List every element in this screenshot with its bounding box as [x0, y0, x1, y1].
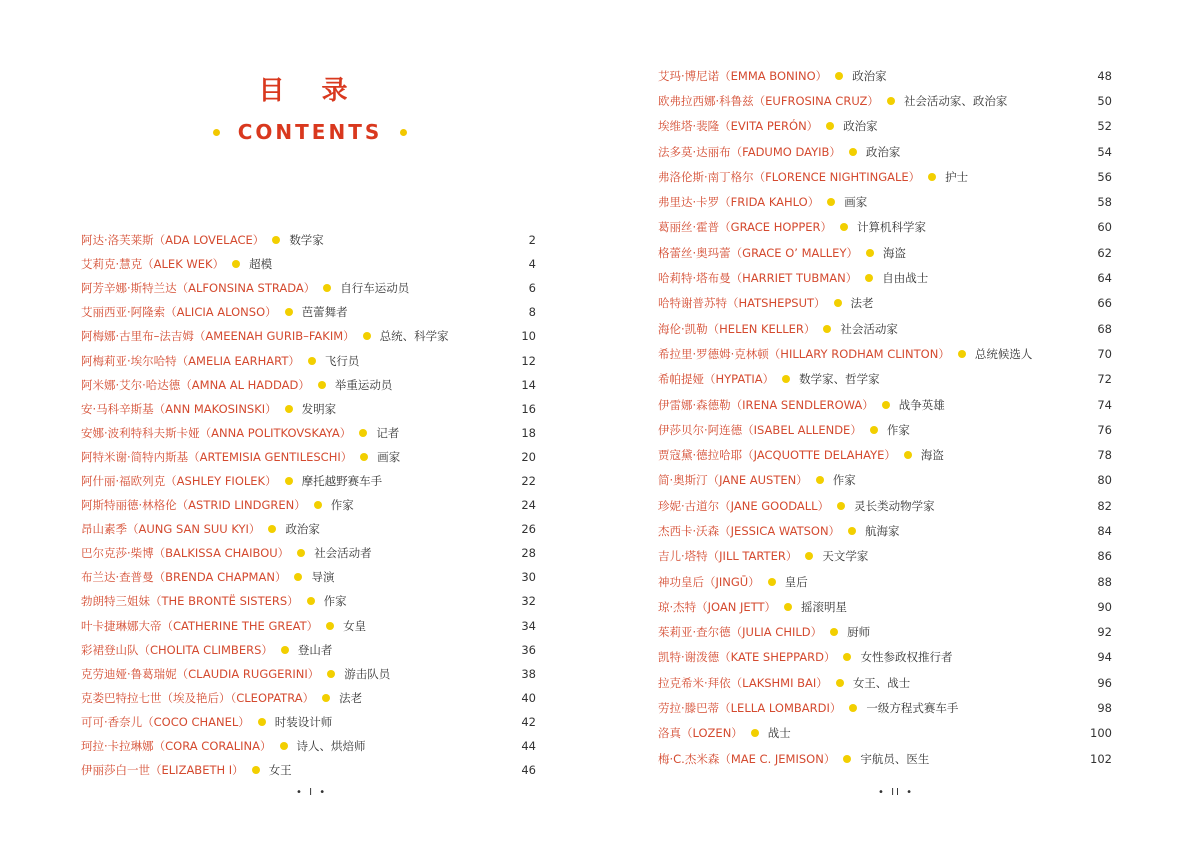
entry-page-number: 16: [521, 401, 536, 416]
toc-entry[interactable]: [658, 139, 1112, 164]
toc-entry[interactable]: [658, 544, 1112, 569]
entry-role: 数学家: [289, 233, 324, 248]
toc-entry[interactable]: [81, 638, 536, 662]
entry-page-number: 60: [1097, 220, 1112, 235]
entry-role: 超模: [249, 257, 273, 272]
entry-page-number: 38: [521, 666, 536, 681]
bullet-dot-icon: [272, 236, 280, 244]
entry-name: 阿芳辛娜·斯特兰达（ALFONSINA STRADA）: [81, 281, 316, 296]
entry-page-number: 52: [1097, 119, 1112, 134]
folio-left: • I •: [296, 787, 328, 798]
entry-role: 法老: [850, 296, 874, 311]
bullet-dot-icon: [830, 628, 838, 636]
toc-list-right: [658, 63, 1112, 771]
bullet-dot-icon: [322, 694, 330, 702]
bullet-dot-icon: [837, 502, 845, 510]
entry-role: 作家: [323, 594, 347, 609]
entry-name: 珂拉·卡拉琳娜（CORA CORALINA）: [81, 739, 272, 754]
bullet-dot-icon: [751, 729, 759, 737]
entry-name: 凯特·谢泼德（KATE SHEPPARD）: [658, 650, 836, 665]
entry-page-number: 72: [1097, 372, 1112, 387]
bullet-dot-icon: [252, 766, 260, 774]
entry-name: 伊莎贝尔·阿连德（ISABEL ALLENDE）: [658, 422, 862, 437]
entry-page-number: 62: [1097, 245, 1112, 260]
toc-entry[interactable]: [81, 300, 536, 324]
bullet-dot-icon: [865, 274, 873, 282]
bullet-dot-icon: [870, 426, 878, 434]
bullet-dot-icon: [849, 704, 857, 712]
entry-role: 登山者: [297, 642, 333, 657]
entry-role: 宇航员、医生: [860, 751, 930, 766]
toc-entry[interactable]: [658, 316, 1112, 341]
toc-entry[interactable]: [658, 392, 1112, 417]
entry-role: 天文学家: [822, 549, 869, 564]
toc-entry[interactable]: [81, 228, 536, 252]
entry-role: 社会活动家、政治家: [903, 93, 1008, 108]
toc-entry[interactable]: [658, 620, 1112, 645]
entry-page-number: 20: [521, 449, 536, 464]
entry-page-number: 64: [1097, 271, 1112, 286]
entry-page-number: 48: [1097, 68, 1112, 83]
entry-name: 茱莉亚·查尔德（JULIA CHILD）: [658, 625, 823, 640]
page-title-en: CONTENTS: [237, 120, 383, 144]
toc-entry[interactable]: [81, 397, 536, 421]
bullet-dot-icon: [280, 742, 288, 750]
entry-name: 法多莫·达丽布（FADUMO DAYIB）: [658, 144, 841, 159]
entry-role: 导演: [311, 570, 335, 585]
entry-name: 弗洛伦斯·南丁格尔（FLORENCE NIGHTINGALE）: [658, 169, 921, 184]
entry-role: 摩托越野赛车手: [301, 473, 383, 488]
entry-role: 海盗: [920, 448, 944, 463]
entry-page-number: 94: [1097, 650, 1112, 665]
entry-page-number: 34: [521, 618, 536, 633]
entry-role: 芭蕾舞者: [301, 305, 348, 320]
entry-page-number: 100: [1090, 726, 1112, 741]
entry-page-number: 58: [1097, 195, 1112, 210]
toc-entry[interactable]: [81, 252, 536, 276]
toc-entry[interactable]: [81, 541, 536, 565]
entry-role: 数学家、哲学家: [799, 372, 880, 387]
entry-page-number: 50: [1097, 93, 1112, 108]
entry-page-number: 6: [528, 281, 536, 296]
toc-entry[interactable]: [81, 758, 536, 782]
entry-role: 政治家: [285, 522, 320, 537]
entry-role: 记者: [376, 425, 400, 440]
bullet-dot-icon: [327, 670, 335, 678]
entry-role: 社会活动者: [314, 546, 372, 561]
entry-name: 希拉里·罗德姆·克林顿（HILLARY RODHAM CLINTON）: [658, 346, 950, 361]
entry-name: 勃朗特三姐妹（THE BRONTË SISTERS）: [81, 594, 299, 609]
entry-page-number: 86: [1097, 549, 1112, 564]
entry-name: 伊丽莎白一世（ELIZABETH I）: [81, 763, 244, 778]
toc-entry[interactable]: [658, 291, 1112, 316]
entry-role: 自行车运动员: [340, 281, 410, 296]
bullet-dot-icon: [268, 525, 276, 533]
entry-name: 葛丽丝·霍普（GRACE HOPPER）: [658, 220, 833, 235]
entry-role: 政治家: [843, 119, 878, 134]
entry-role: 诗人、烘焙师: [296, 739, 366, 754]
entry-name: 神功皇后（JINGŪ）: [658, 574, 760, 589]
entry-page-number: 10: [521, 329, 536, 344]
toc-entry[interactable]: [658, 164, 1112, 189]
entry-role: 摇滚明星: [801, 599, 848, 614]
entry-page-number: 70: [1097, 346, 1112, 361]
bullet-dot-icon: [843, 755, 851, 763]
entry-role: 海盗: [882, 245, 906, 260]
toc-entry[interactable]: [81, 276, 536, 300]
toc-entry[interactable]: [658, 493, 1112, 518]
entry-name: 阿特米谢·简特内斯基（ARTEMISIA GENTILESCHI）: [81, 449, 353, 464]
toc-entry[interactable]: [658, 215, 1112, 240]
bullet-dot-icon: [784, 603, 792, 611]
bullet-dot-icon: [848, 527, 856, 535]
entry-role: 法老: [339, 690, 363, 705]
bullet-dot-icon: [958, 350, 966, 358]
entry-page-number: 22: [521, 473, 536, 488]
bullet-dot-icon: [816, 476, 824, 484]
entry-name: 哈莉特·塔布曼（HARRIET TUBMAN）: [658, 271, 858, 286]
entry-page-number: 54: [1097, 144, 1112, 159]
entry-role: 护士: [945, 169, 969, 184]
right-page: [600, 0, 1200, 851]
bullet-dot-icon: [768, 578, 776, 586]
toc-entry[interactable]: [81, 589, 536, 613]
bullet-dot-icon: [307, 597, 315, 605]
bullet-dot-icon: [281, 646, 289, 654]
entry-name: 叶卡捷琳娜大帝（CATHERINE THE GREAT）: [81, 618, 319, 633]
entry-page-number: 76: [1097, 422, 1112, 437]
entry-role: 航海家: [865, 523, 900, 538]
bullet-dot-icon: [849, 148, 857, 156]
entry-role: 政治家: [865, 144, 901, 159]
entry-role: 自由战士: [882, 271, 929, 286]
entry-page-number: 102: [1090, 751, 1112, 766]
toc-entry[interactable]: [658, 114, 1112, 139]
entry-role: 总统候选人: [974, 346, 1033, 361]
toc-entry[interactable]: [81, 710, 536, 734]
bullet-dot-icon: [314, 501, 322, 509]
toc-entry[interactable]: [658, 518, 1112, 543]
entry-page-number: 84: [1097, 523, 1112, 538]
toc-entry[interactable]: [81, 324, 536, 348]
entry-name: 艾莉克·慧克（ALEK WEK）: [81, 257, 225, 272]
entry-name: 弗里达·卡罗（FRIDA KAHLO）: [658, 195, 820, 210]
entry-name: 欧弗拉西娜·科鲁兹（EUFROSINA CRUZ）: [658, 93, 879, 108]
toc-entry[interactable]: [81, 686, 536, 710]
toc-entry[interactable]: [81, 348, 536, 372]
entry-page-number: 28: [521, 546, 536, 561]
bullet-dot-icon: [297, 549, 305, 557]
toc-entry[interactable]: [81, 565, 536, 589]
entry-name: 彩裙登山队（CHOLITA CLIMBERS）: [81, 642, 273, 657]
toc-entry[interactable]: [658, 367, 1112, 392]
entry-role: 政治家: [852, 68, 887, 83]
bullet-dot-icon: [258, 718, 266, 726]
toc-entry[interactable]: [658, 695, 1112, 720]
toc-entry[interactable]: [81, 734, 536, 758]
entry-role: 作家: [330, 498, 354, 513]
entry-role: 飞行员: [324, 353, 360, 368]
entry-page-number: 74: [1097, 397, 1112, 412]
toc-entry[interactable]: [658, 468, 1112, 493]
entry-name: 简·奥斯汀（JANE AUSTEN）: [658, 473, 808, 488]
entry-role: 画家: [377, 449, 401, 464]
bullet-dot-icon: [363, 332, 371, 340]
entry-name: 拉克希米·拜依（LAKSHMI BAI）: [658, 675, 828, 690]
toc-entry[interactable]: [81, 373, 536, 397]
toc-entry[interactable]: [658, 240, 1112, 265]
entry-role: 一级方程式赛车手: [866, 701, 959, 716]
entry-page-number: 80: [1097, 473, 1112, 488]
entry-page-number: 12: [521, 353, 536, 368]
entry-role: 女王、战士: [852, 675, 911, 690]
entry-page-number: 24: [521, 498, 536, 513]
entry-page-number: 8: [528, 305, 536, 320]
entry-name: 杰西卡·沃森（JESSICA WATSON）: [658, 523, 841, 538]
toc-entry[interactable]: [81, 493, 536, 517]
entry-name: 梅·C.杰米森（MAE C. JEMISON）: [658, 751, 836, 766]
entry-role: 作家: [832, 473, 856, 488]
entry-page-number: 30: [521, 570, 536, 585]
entry-name: 布兰达·查普曼（BRENDA CHAPMAN）: [81, 570, 287, 585]
entry-page-number: 4: [528, 257, 536, 272]
entry-page-number: 96: [1097, 675, 1112, 690]
bullet-dot-icon: [834, 299, 842, 307]
entry-name: 吉儿·塔特（JILL TARTER）: [658, 549, 798, 564]
toc-entry[interactable]: [658, 341, 1112, 366]
bullet-dot-icon: [400, 129, 407, 136]
toc-entry[interactable]: [658, 746, 1112, 771]
entry-page-number: 68: [1097, 321, 1112, 336]
bullet-dot-icon: [326, 622, 334, 630]
entry-name: 安·马科辛斯基（ANN MAKOSINSKI）: [81, 401, 277, 416]
bullet-dot-icon: [827, 198, 835, 206]
entry-name: 阿达·洛芙莱斯（ADA LOVELACE）: [81, 233, 265, 248]
entry-name: 巴尔克莎·柴博（BALKISSA CHAIBOU）: [81, 546, 290, 561]
bullet-dot-icon: [882, 401, 890, 409]
entry-name: 克娄巴特拉七世（埃及艳后）（CLEOPATRA）: [81, 690, 315, 705]
entry-role: 战争英雄: [898, 397, 945, 412]
toc-entry[interactable]: [658, 265, 1112, 290]
entry-page-number: 36: [521, 642, 536, 657]
toc-entry[interactable]: [81, 517, 536, 541]
entry-role: 举重运动员: [334, 377, 393, 392]
bullet-dot-icon: [782, 375, 790, 383]
bullet-dot-icon: [866, 249, 874, 257]
entry-page-number: 82: [1097, 498, 1112, 513]
folio-right: • II •: [878, 787, 915, 798]
toc-entry[interactable]: [658, 569, 1112, 594]
entry-name: 阿什丽·福欧列克（ASHLEY FIOLEK）: [81, 473, 277, 488]
toc-list-left: [81, 228, 536, 782]
entry-role: 发明家: [301, 401, 337, 416]
entry-role: 战士: [767, 726, 791, 741]
entry-name: 艾玛·博尼诺（EMMA BONINO）: [658, 68, 828, 83]
entry-role: 女皇: [343, 618, 367, 633]
toc-entry[interactable]: [658, 88, 1112, 113]
entry-name: 洛真（LOZEN）: [658, 726, 743, 741]
entry-role: 总统、科学家: [379, 329, 449, 344]
entry-name: 珍妮·古道尔（JANE GOODALL）: [658, 498, 830, 513]
toc-entry[interactable]: [81, 662, 536, 686]
toc-entry[interactable]: [658, 645, 1112, 670]
page-title-en-row: [0, 120, 620, 144]
bullet-dot-icon: [826, 122, 834, 130]
bullet-dot-icon: [360, 453, 368, 461]
bullet-dot-icon: [904, 451, 912, 459]
entry-role: 作家: [886, 422, 910, 437]
bullet-dot-icon: [213, 129, 220, 136]
entry-role: 皇后: [784, 574, 808, 589]
entry-name: 阿斯特丽德·林格伦（ASTRID LINDGREN）: [81, 498, 306, 513]
entry-name: 阿梅莉亚·埃尔哈特（AMELIA EARHART）: [81, 353, 300, 368]
entry-page-number: 46: [521, 763, 536, 778]
toc-entry[interactable]: [658, 189, 1112, 214]
bullet-dot-icon: [359, 429, 367, 437]
entry-name: 阿梅娜·古里布–法吉姆（AMEENAH GURIB–FAKIM）: [81, 329, 355, 344]
bullet-dot-icon: [323, 284, 331, 292]
entry-role: 女性参政权推行者: [860, 650, 953, 665]
entry-page-number: 78: [1097, 448, 1112, 463]
entry-page-number: 42: [521, 714, 536, 729]
bullet-dot-icon: [285, 405, 293, 413]
entry-name: 克劳迪娅·鲁葛瑞妮（CLAUDIA RUGGERINI）: [81, 666, 320, 681]
entry-page-number: 2: [528, 233, 536, 248]
entry-page-number: 26: [521, 522, 536, 537]
toc-entry[interactable]: [81, 614, 536, 638]
bullet-dot-icon: [285, 308, 293, 316]
bullet-dot-icon: [928, 173, 936, 181]
entry-name: 劳拉·滕巴蒂（LELLA LOMBARDI）: [658, 701, 842, 716]
entry-name: 格蕾丝·奥玛蕾（GRACE O’ MALLEY）: [658, 245, 858, 260]
bullet-dot-icon: [836, 679, 844, 687]
entry-name: 安娜·波利特科夫斯卡娅（ANNA POLITKOVSKAYA）: [81, 425, 352, 440]
toc-entry[interactable]: [658, 594, 1112, 619]
entry-page-number: 56: [1097, 169, 1112, 184]
bullet-dot-icon: [318, 381, 326, 389]
toc-entry[interactable]: [81, 421, 536, 445]
toc-entry[interactable]: [658, 670, 1112, 695]
entry-role: 社会活动家: [840, 321, 898, 336]
entry-page-number: 40: [521, 690, 536, 705]
entry-page-number: 32: [521, 594, 536, 609]
entry-role: 计算机科学家: [857, 220, 927, 235]
bullet-dot-icon: [835, 72, 843, 80]
entry-page-number: 90: [1097, 599, 1112, 614]
entry-name: 阿米娜·艾尔·哈达德（AMNA AL HADDAD）: [81, 377, 310, 392]
bullet-dot-icon: [887, 97, 895, 105]
entry-page-number: 92: [1097, 625, 1112, 640]
entry-role: 画家: [844, 195, 868, 210]
toc-entry[interactable]: [658, 721, 1112, 746]
entry-name: 可可·香奈儿（COCO CHANEL）: [81, 714, 250, 729]
entry-page-number: 14: [521, 377, 536, 392]
entry-role: 女王: [268, 763, 292, 778]
bullet-dot-icon: [294, 573, 302, 581]
entry-name: 哈特谢普苏特（HATSHEPSUT）: [658, 296, 826, 311]
entry-role: 游击队员: [344, 666, 391, 681]
bullet-dot-icon: [308, 357, 316, 365]
entry-name: 琼·杰特（JOAN JETT）: [658, 599, 777, 614]
entry-name: 埃维塔·裴隆（EVITA PERÓN）: [658, 119, 819, 134]
entry-name: 海伦·凯勒（HELEN KELLER）: [658, 321, 816, 336]
entry-name: 艾丽西亚·阿隆索（ALICIA ALONSO）: [81, 305, 277, 320]
toc-entry[interactable]: [658, 442, 1112, 467]
bullet-dot-icon: [232, 260, 240, 268]
bullet-dot-icon: [823, 325, 831, 333]
bullet-dot-icon: [805, 552, 813, 560]
entry-page-number: 66: [1097, 296, 1112, 311]
page-title-cn: 目 录: [258, 76, 362, 106]
toc-entry[interactable]: [81, 445, 536, 469]
bullet-dot-icon: [285, 477, 293, 485]
entry-name: 伊雷娜·森德勒（IRENA SENDLEROWA）: [658, 397, 874, 412]
toc-entry[interactable]: [658, 63, 1112, 88]
entry-role: 厨师: [847, 625, 871, 640]
entry-name: 昂山素季（AUNG SAN SUU KYI）: [81, 522, 261, 537]
entry-role: 灵长类动物学家: [854, 498, 935, 513]
entry-page-number: 18: [521, 425, 536, 440]
entry-page-number: 88: [1097, 574, 1112, 589]
toc-entry[interactable]: [658, 417, 1112, 442]
entry-name: 贾寇黛·德拉哈耶（JACQUOTTE DELAHAYE）: [658, 448, 896, 463]
entry-page-number: 44: [521, 739, 536, 754]
bullet-dot-icon: [840, 223, 848, 231]
entry-page-number: 98: [1097, 701, 1112, 716]
entry-name: 希帕提娅（HYPATIA）: [658, 372, 775, 387]
bullet-dot-icon: [843, 653, 851, 661]
entry-role: 时装设计师: [274, 714, 333, 729]
toc-entry[interactable]: [81, 469, 536, 493]
